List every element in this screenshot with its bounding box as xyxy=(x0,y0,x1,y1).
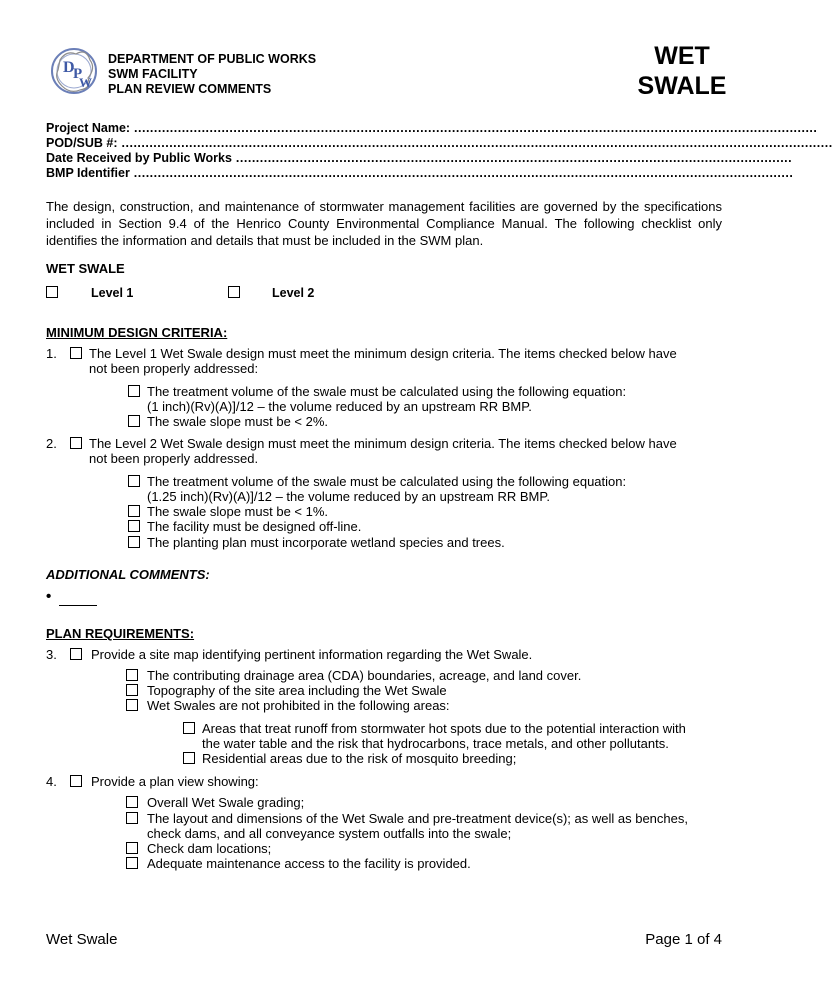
page-number: Page 1 of 4 xyxy=(645,931,722,948)
dpw-logo-icon xyxy=(46,42,102,98)
item1-sub1-text: The treatment volume of the swale must be calculated using the following equation: xyxy=(147,384,627,399)
page-title: WET SWALE xyxy=(637,42,727,100)
item3-sub2-text: Topography of the site area including the Wet Swale xyxy=(147,683,447,698)
item1-sub2-text: The swale slope must be < 2%. xyxy=(147,414,329,429)
item2-sub3-text: The facility must be designed off-line. xyxy=(147,519,362,534)
plan-requirements-heading: PLAN REQUIREMENTS: xyxy=(46,626,195,641)
item3-subsub2-checkbox[interactable] xyxy=(183,752,195,764)
item4-sub2-checkbox[interactable] xyxy=(126,812,138,824)
item3-sub1-text: The contributing drainage area (CDA) boundaries, acreage, and land cover. xyxy=(147,668,582,683)
item1-sub1-checkbox[interactable] xyxy=(128,385,140,397)
item2-sub2-checkbox[interactable] xyxy=(128,505,140,517)
item1-sub1-text-cont: (1 inch)(Rv)(A)]/12 – the volume reduced by an upstream RR BMP. xyxy=(147,399,532,414)
department-name: DEPARTMENT OF PUBLIC WORKS xyxy=(108,52,317,66)
level2-label: Level 2 xyxy=(272,286,315,300)
item3-sub1-checkbox[interactable] xyxy=(126,669,138,681)
item1-checkbox[interactable] xyxy=(70,347,82,359)
item3-checkbox[interactable] xyxy=(70,648,82,660)
item3-sub3-text: Wet Swales are not prohibited in the following areas: xyxy=(147,698,450,713)
date-received-field[interactable]: Date Received by Public Works ............................................................................................................................................ xyxy=(46,151,793,165)
item3-sub2-checkbox[interactable] xyxy=(126,684,138,696)
item4-sub3-text: Check dam locations; xyxy=(147,841,272,856)
comment-blank[interactable] xyxy=(59,591,97,606)
svg-text:D: D xyxy=(63,59,75,76)
item2-sub3-checkbox[interactable] xyxy=(128,520,140,532)
footer-title: Wet Swale xyxy=(46,931,118,948)
item2-number: 2. xyxy=(46,436,57,451)
level2-checkbox[interactable] xyxy=(228,286,240,298)
item4-sub2-text-cont: check dams, and all conveyance system outfalls into the swale; xyxy=(147,826,512,841)
level1-checkbox[interactable] xyxy=(46,286,58,298)
item3-text: Provide a site map identifying pertinent information regarding the Wet Swale. xyxy=(91,647,533,662)
item2-checkbox[interactable] xyxy=(70,437,82,449)
facility-name: SWM FACILITY xyxy=(108,67,198,81)
item3-subsub1-text: Areas that treat runoff from stormwater hot spots due to the potential interaction with xyxy=(202,721,686,736)
item1-number: 1. xyxy=(46,346,57,361)
item4-sub2-text: The layout and dimensions of the Wet Swale and pre-treatment device(s); as well as benches, xyxy=(147,811,688,826)
item2-sub1-text-cont: (1.25 inch)(Rv)(A)]/12 – the volume reduced by an upstream RR BMP. xyxy=(147,489,550,504)
item4-sub4-checkbox[interactable] xyxy=(126,857,138,869)
item4-sub4-text: Adequate maintenance access to the facility is provided. xyxy=(147,856,471,871)
item3-number: 3. xyxy=(46,647,57,662)
item2-sub2-text: The swale slope must be < 1%. xyxy=(147,504,329,519)
project-name-field[interactable]: Project Name: ............................................................................................................................................................................ xyxy=(46,121,818,135)
pod-sub-field[interactable]: POD/SUB #: ................................................................................................................................................................................... xyxy=(46,136,833,150)
wet-swale-heading: WET SWALE xyxy=(46,261,125,276)
design-criteria-heading: MINIMUM DESIGN CRITERIA: xyxy=(46,325,228,340)
header-block xyxy=(108,52,316,97)
item1-sub2-checkbox[interactable] xyxy=(128,415,140,427)
item3-subsub2-text: Residential areas due to the risk of mosquito breeding; xyxy=(202,751,517,766)
item2-sub4-text: The planting plan must incorporate wetland species and trees. xyxy=(147,535,505,550)
item3-subsub1-text-cont: the water table and the risk that hydrocarbons, trace metals, and other pollutants. xyxy=(202,736,669,751)
intro-paragraph: The design, construction, and maintenance of stormwater management facilities are governed by the specifications included in Section 9.4 of the Henrico County Environmental Compliance Manual. The following checklist only identifies the information and details that must be included in the SWM plan. xyxy=(46,199,722,248)
item4-text: Provide a plan view showing: xyxy=(91,774,259,789)
item4-sub1-text: Overall Wet Swale grading; xyxy=(147,795,305,810)
item1-text-cont: not been properly addressed: xyxy=(89,361,259,376)
svg-text:W: W xyxy=(79,75,92,90)
item3-subsub1-checkbox[interactable] xyxy=(183,722,195,734)
svg-text:P: P xyxy=(73,66,83,82)
review-title: PLAN REVIEW COMMENTS xyxy=(108,82,272,96)
item2-text: The Level 2 Wet Swale design must meet the minimum design criteria. The items checked below have xyxy=(89,436,677,451)
item1-text: The Level 1 Wet Swale design must meet the minimum design criteria. The items checked below have xyxy=(89,346,677,361)
level1-label: Level 1 xyxy=(91,286,134,300)
item2-sub1-text: The treatment volume of the swale must be calculated using the following equation: xyxy=(147,474,627,489)
additional-comments-heading: ADDITIONAL COMMENTS: xyxy=(46,567,210,582)
bmp-identifier-field[interactable]: BMP Identifier ...................................................................................................................................................................... xyxy=(46,166,794,180)
item4-checkbox[interactable] xyxy=(70,775,82,787)
item2-sub1-checkbox[interactable] xyxy=(128,475,140,487)
item4-sub1-checkbox[interactable] xyxy=(126,796,138,808)
item3-sub3-checkbox[interactable] xyxy=(126,699,138,711)
item2-text-cont: not been properly addressed. xyxy=(89,451,259,466)
item4-number: 4. xyxy=(46,774,57,789)
item4-sub3-checkbox[interactable] xyxy=(126,842,138,854)
comment-bullet[interactable]: • xyxy=(46,588,97,606)
item2-sub4-checkbox[interactable] xyxy=(128,536,140,548)
